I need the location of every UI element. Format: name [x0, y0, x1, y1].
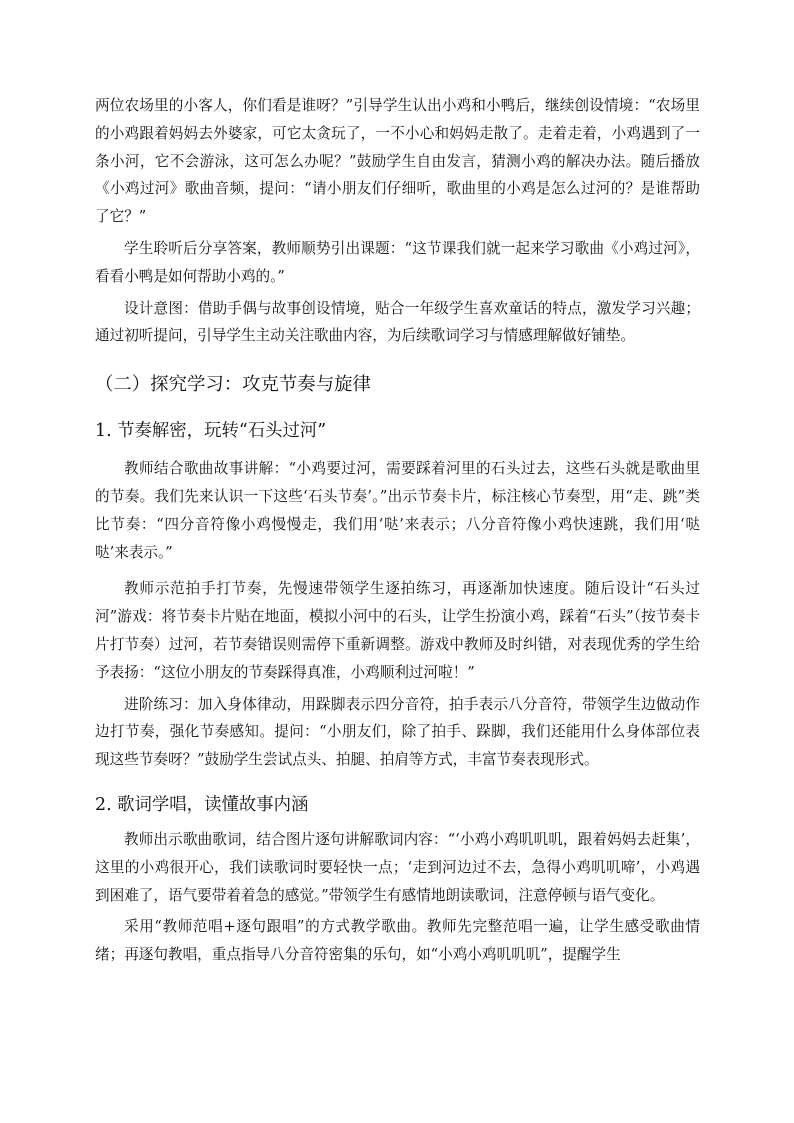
subheading-lyrics: 2. 歌词学唱，读懂故事内涵	[95, 794, 309, 815]
section-heading-inquiry: （二）探究学习：攻克节奏与旋律	[95, 374, 371, 396]
paragraph-rhythm-game: 教师示范拍手打节奏，先慢速带领学生逐拍练习，再逐渐加快速度。随后设计“石头过河”游戏：将节奏卡片贴在地面，模拟小河中的石头，让学生扮演小鸡，踩着“石头”（按节奏卡片打节奏）过河，若节奏错误则需停下重新调整。游戏中教师及时纠错，对表现优秀的学生给予表扬：“这位小朋友的节奏踩得真准，小鸡顺利过河啦！”	[95, 580, 700, 681]
paragraph-singing-method: 采用“教师范唱+逐句跟唱”的方式教学歌曲。教师先完整范唱一遍，让学生感受歌曲情绪；再逐句教唱，重点指导八分音符密集的乐句，如“小鸡小鸡叽叽叽”，提醒学生	[95, 918, 700, 964]
paragraph-topic-intro: 学生聆听后分享答案，教师顺势引出课题：“这节课我们就一起来学习歌曲《小鸡过河》，看看小鸭是如何帮助小鸡的。”	[95, 239, 700, 285]
paragraph-design-intent: 设计意图：借助手偶与故事创设情境，贴合一年级学生喜欢童话的特点，激发学习兴趣；通过初听提问，引导学生主动关注歌曲内容，为后续歌词学习与情感理解做好铺垫。	[95, 299, 700, 345]
paragraph-lyrics-explain: 教师出示歌曲歌词，结合图片逐句讲解歌词内容：“‘小鸡小鸡叽叽叽，跟着妈妈去赶集’，这里的小鸡很开心，我们读歌词时要轻快一点；‘走到河边过不去，急得小鸡叽叽啼’，小鸡遇到困难了，语气要带着着急的感觉。”带领学生有感情地朗读歌词，注意停顿与语气变化。	[95, 830, 700, 904]
document-page	[95, 92, 700, 969]
paragraph-intro-story: 两位农场里的小客人，你们看是谁呀？”引导学生认出小鸡和小鸭后，继续创设情境：“农场里的小鸡跟着妈妈去外婆家，可它太贪玩了，一不小心和妈妈走散了。走着走着，小鸡遇到了一条小河，它不会游泳，这可怎么办呢？”鼓励学生自由发言，猜测小鸡的解决办法。随后播放《小鸡过河》歌曲音频，提问：“请小朋友们仔细听，歌曲里的小鸡是怎么过河的？是谁帮助了它？”	[95, 97, 700, 226]
paragraph-rhythm-explain: 教师结合歌曲故事讲解：“小鸡要过河，需要踩着河里的石头过去，这些石头就是歌曲里的节奏。我们先来认识一下这些‘石头节奏’。”出示节奏卡片，标注核心节奏型，用“走、跳”类比节奏：“四分音符像小鸡慢慢走，我们用‘哒’来表示；八分音符像小鸡快速跳，我们用‘哒哒’来表示。”	[95, 460, 700, 561]
subheading-rhythm: 1. 节奏解密，玩转“石头过河”	[95, 421, 327, 442]
paragraph-advanced-practice: 进阶练习：加入身体律动，用跺脚表示四分音符，拍手表示八分音符，带领学生边做动作边打节奏，强化节奏感知。提问：“小朋友们，除了拍手、跺脚，我们还能用什么身体部位表现这些节奏呀？”鼓励学生尝试点头、拍腿、拍肩等方式，丰富节奏表现形式。	[95, 695, 700, 769]
